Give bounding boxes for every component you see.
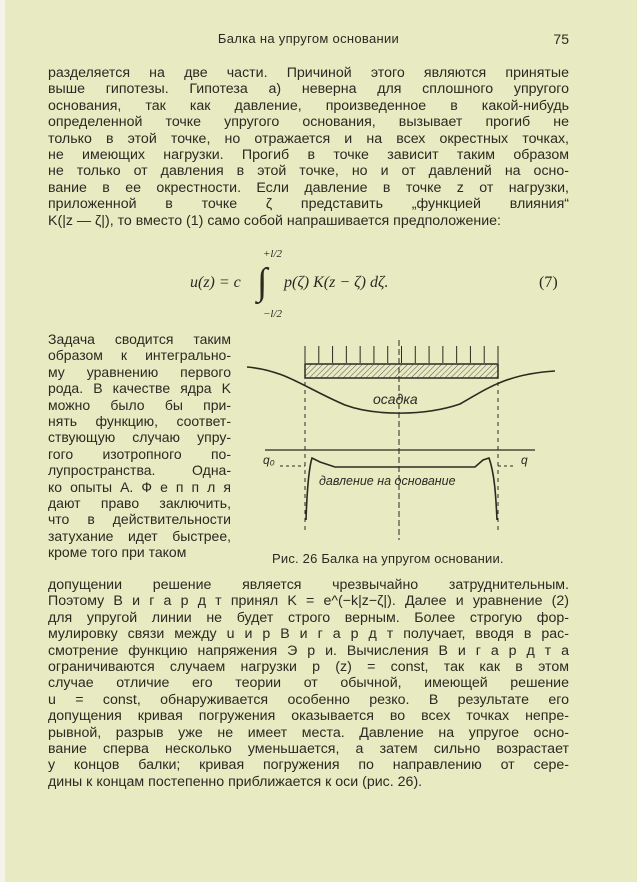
label-q0: q₀ — [263, 453, 275, 467]
label-q: q — [521, 453, 528, 467]
text-line: рода. В качестве ядра K — [48, 380, 231, 397]
text-line: можно было бы при- — [48, 396, 231, 413]
header-title: Балка на упругом основании — [217, 31, 400, 46]
text-line: образом к интегрально- — [48, 347, 231, 364]
page-edge — [0, 0, 5, 882]
text-line: затухание идет быстрее, — [48, 527, 231, 544]
figure-caption: Рис. 26 Балка на упругом основании. — [272, 551, 504, 566]
text-line: допущения кривая погружения оказывается во всех точках непре- — [48, 708, 569, 725]
text-line: рывной, разрыв уже не имеет места. Давление на упругое осно- — [48, 724, 569, 741]
text-line: у концов балки; кривая погружения по направлению от сере- — [48, 757, 569, 774]
text-line: дины к концам постепенно приближается к оси (рис. 26). — [48, 773, 423, 790]
top-paragraph — [48, 65, 569, 229]
text-line: для упругой линии не будет строго верным. Более строгую фор- — [48, 609, 569, 626]
text-line: дают право заключить, — [48, 494, 231, 511]
text-line: определенной точке упругого основания, вызывает прогиб не — [48, 114, 569, 131]
label-pressure: давление на основание — [319, 474, 456, 488]
text-line: Задача сводится таким — [48, 331, 231, 347]
page-number: 75 — [553, 31, 569, 47]
beam — [305, 364, 498, 378]
equation-7 — [0, 248, 637, 328]
formula-rhs: p(ζ) K(z − ζ) dζ. — [284, 274, 389, 291]
text-line: мулировку связи между u и p В и г а р д т получает, вводя в рас- — [48, 626, 569, 643]
text-line: не только от давления в этой точке, но и от давлений на осно- — [48, 163, 569, 180]
text-line: только в этой точке, но отражается и на всех окрестных точках, — [48, 130, 569, 147]
text-line: выше гипотезы. Гипотеза а) неверна для сплошного упругого — [48, 81, 569, 98]
text-line: нять функцию, соответ- — [48, 412, 231, 429]
load-arrows — [305, 346, 498, 363]
text-line: K(|z — ζ|), то вместо (1) само собой напрашивается предположение: — [48, 212, 501, 229]
text-line: ограничиваются случаем нагрузки p (z) = const, так как в этом — [48, 658, 569, 675]
text-line: гого изотропного по- — [48, 445, 231, 462]
integral-upper-limit: +l/2 — [263, 248, 283, 260]
text-line: не имеющих нагрузки. Прогиб в точке зависит таким образом — [48, 146, 569, 163]
text-line: u = const, обнаруживается особенно резко. В результате его — [48, 691, 569, 708]
text-line: вание в ее окрестности. Если давление в точке z от нагрузки, — [48, 179, 569, 196]
equation-number: (7) — [539, 274, 558, 291]
bottom-paragraph — [48, 577, 569, 790]
text-line: му уравнению первого — [48, 363, 231, 380]
text-line: лупространства. Одна- — [48, 462, 231, 479]
formula-lhs: u(z) = c — [190, 274, 241, 291]
text-line: смотрение функцию напряжения Э р и. Вычисления В и г а р д т а — [48, 642, 569, 659]
pressure-curve — [306, 458, 497, 520]
figure-26-beam-diagram — [245, 340, 575, 550]
text-line: приложенной в точке ζ представить „функцией влияния“ — [48, 196, 569, 213]
integral-sign: ∫ — [257, 261, 268, 303]
text-line: допущении решение является чрезвычайно затруднительным. — [48, 577, 569, 593]
text-line: ствующую случаю упру- — [48, 429, 231, 446]
text-line: вание сперва несколько уменьшается, а затем сильно возрастает — [48, 740, 569, 757]
text-line: что в действительности — [48, 511, 231, 528]
text-line: случае отличие его теории от обычной, имеющей решение — [48, 675, 569, 692]
text-line: кроме того при таком — [48, 544, 187, 561]
text-line: Поэтому В и г а р д т принял K = e^(−k|z−ζ|). Далее и уравнение (2) — [48, 593, 569, 610]
running-header — [48, 31, 569, 49]
text-line: основания, так как давление, произведенное в какой-нибудь — [48, 97, 569, 114]
side-paragraph — [48, 331, 231, 560]
text-line: разделяется на две части. Причиной этого являются принятые — [48, 65, 569, 81]
integral-lower-limit: −l/2 — [263, 308, 283, 320]
text-line: ко опыты А. Ф е п п л я — [48, 478, 231, 495]
label-settlement: осадка — [373, 391, 418, 407]
